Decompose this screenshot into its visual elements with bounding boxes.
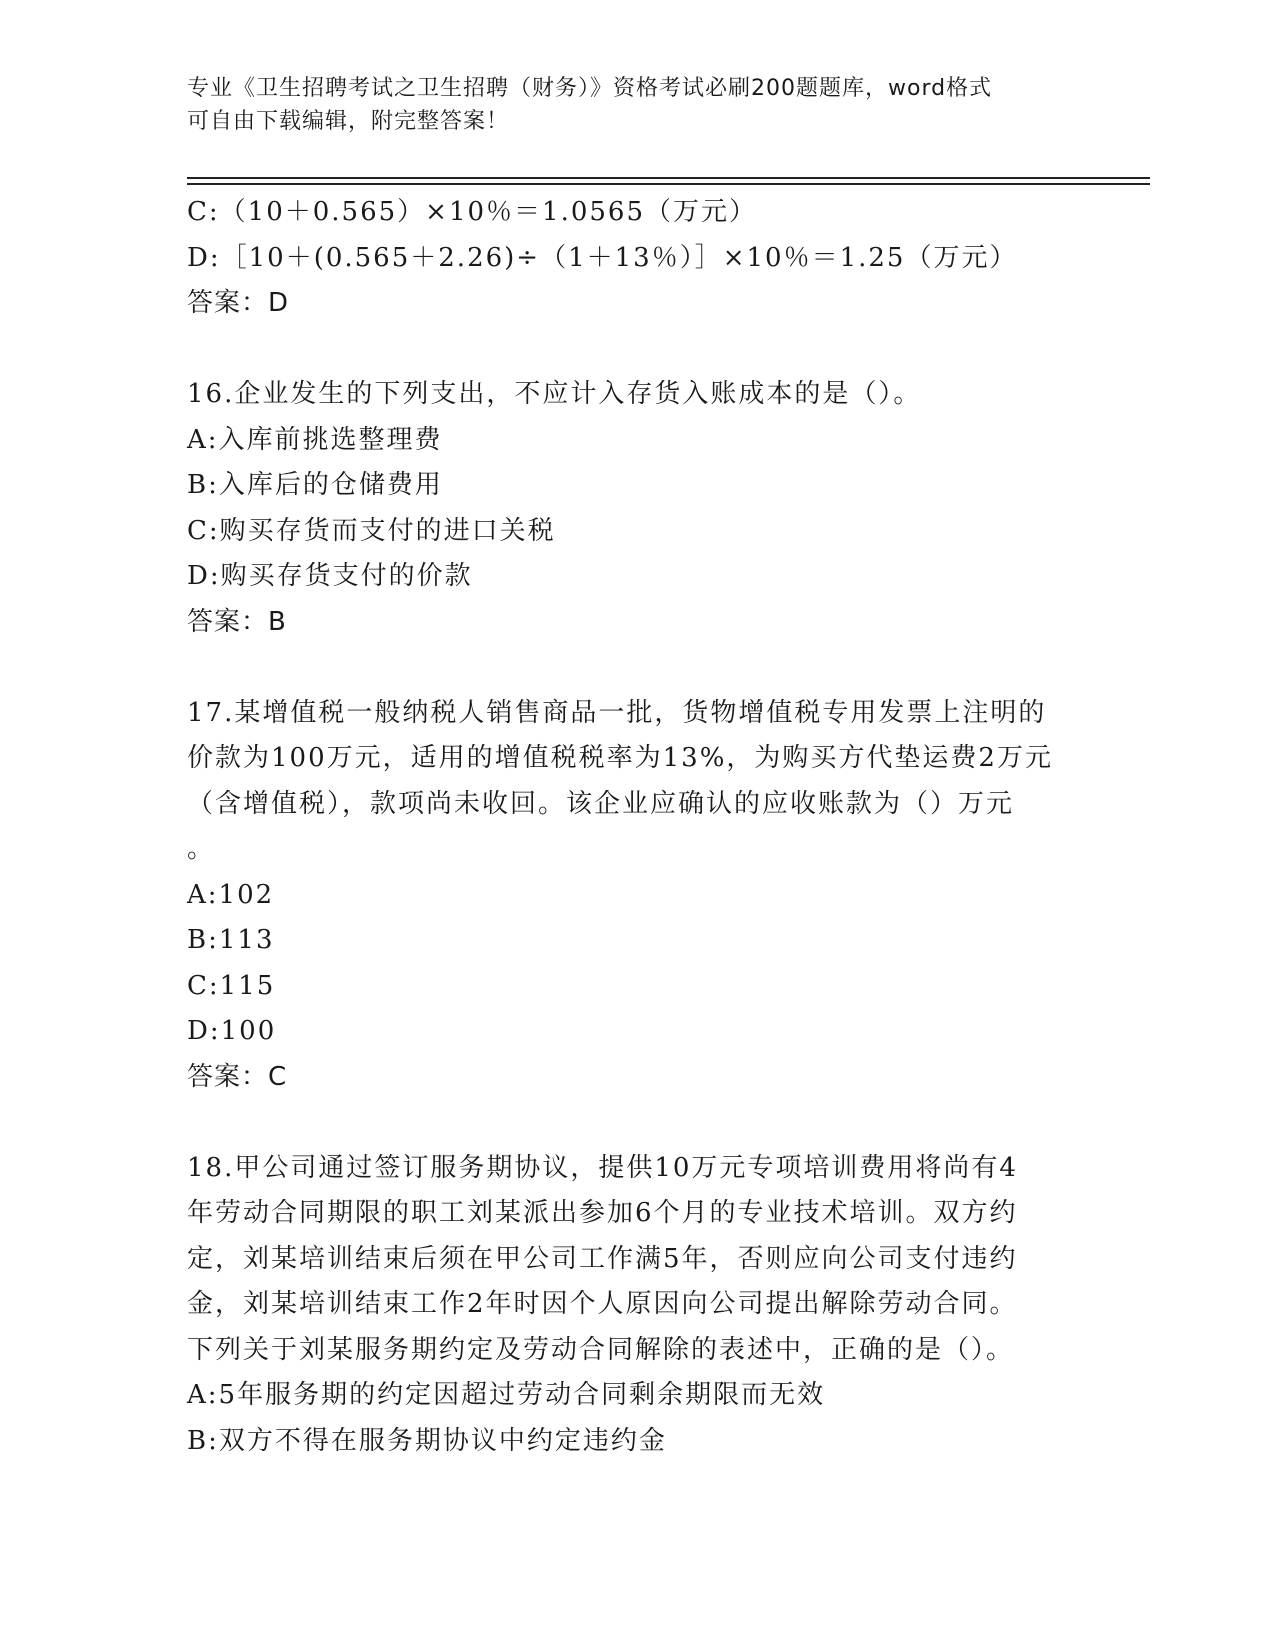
question-stem-line-1: 17.某增值税一般纳税人销售商品一批，货物增值税专用发票上注明的 — [187, 697, 1047, 728]
option-b: B:113 — [187, 925, 275, 955]
option-a: A:入库前挑选整理费 — [187, 424, 443, 455]
question-stem-line-1: 18.甲公司通过签订服务期协议，提供10万元专项培训费用将尚有4 — [187, 1152, 1018, 1183]
document-header — [187, 72, 1067, 138]
option-d: D:［10＋(0.565＋2.26)÷（1＋13％）］×10％＝1.25（万元） — [187, 242, 1018, 273]
spacer — [187, 327, 1087, 373]
question-stem-line-3: 定，刘某培训结束后须在甲公司工作满5年，否则应向公司支付违约 — [187, 1243, 1018, 1274]
header-rule-bottom — [187, 183, 1150, 185]
spacer — [187, 645, 1087, 691]
option-b: B:双方不得在服务期协议中约定违约金 — [187, 1425, 667, 1456]
answer: 答案：D — [187, 288, 290, 318]
question-stem: 16.企业发生的下列支出，不应计入存货入账成本的是（）。 — [187, 379, 922, 409]
header-rule-top — [187, 177, 1150, 179]
option-a: A:5年服务期的约定因超过劳动合同剩余期限而无效 — [187, 1380, 826, 1410]
question-stem-line-2: 年劳动合同期限的职工刘某派出参加6个月的专业技术培训。双方约 — [187, 1198, 1018, 1228]
option-d: D:100 — [187, 1016, 277, 1046]
spacer — [187, 1100, 1087, 1146]
question-stem-line-3: （含增值税），款项尚未收回。该企业应确认的应收账款为（）万元 — [187, 788, 1015, 819]
option-c: C:购买存货而支付的进口关税 — [187, 515, 556, 546]
option-a: A:102 — [187, 879, 275, 910]
answer: 答案：C — [187, 1061, 288, 1092]
question-stem-line-2: 价款为100万元，适用的增值税税率为13%，为购买方代垫运费2万元 — [187, 743, 1053, 773]
document-body — [187, 190, 1087, 1464]
question-16 — [187, 372, 1087, 645]
question-17 — [187, 691, 1087, 1101]
answer: 答案：B — [187, 606, 287, 637]
question-stem-line-5: 下列关于刘某服务期约定及劳动合同解除的表述中，正确的是（）。 — [187, 1334, 1015, 1365]
question-18 — [187, 1146, 1087, 1465]
option-b: B:入库后的仓储费用 — [187, 470, 443, 500]
header-line-2: 可自由下载编辑，附完整答案！ — [187, 109, 510, 134]
option-c: C:115 — [187, 970, 276, 1001]
option-d: D:购买存货支付的价款 — [187, 561, 473, 591]
option-c: C:（10＋0.565）×10％＝1.0565（万元） — [187, 197, 758, 227]
question-stem-line-4: 金，刘某培训结束工作2年时因个人原因向公司提出解除劳动合同。 — [187, 1289, 1018, 1319]
question-stem-line-4: 。 — [187, 834, 216, 864]
header-line-1: 专业《卫生招聘考试之卫生招聘（财务）》资格考试必刷200题题库，word格式 — [187, 76, 993, 101]
question-15-tail — [187, 190, 1087, 327]
